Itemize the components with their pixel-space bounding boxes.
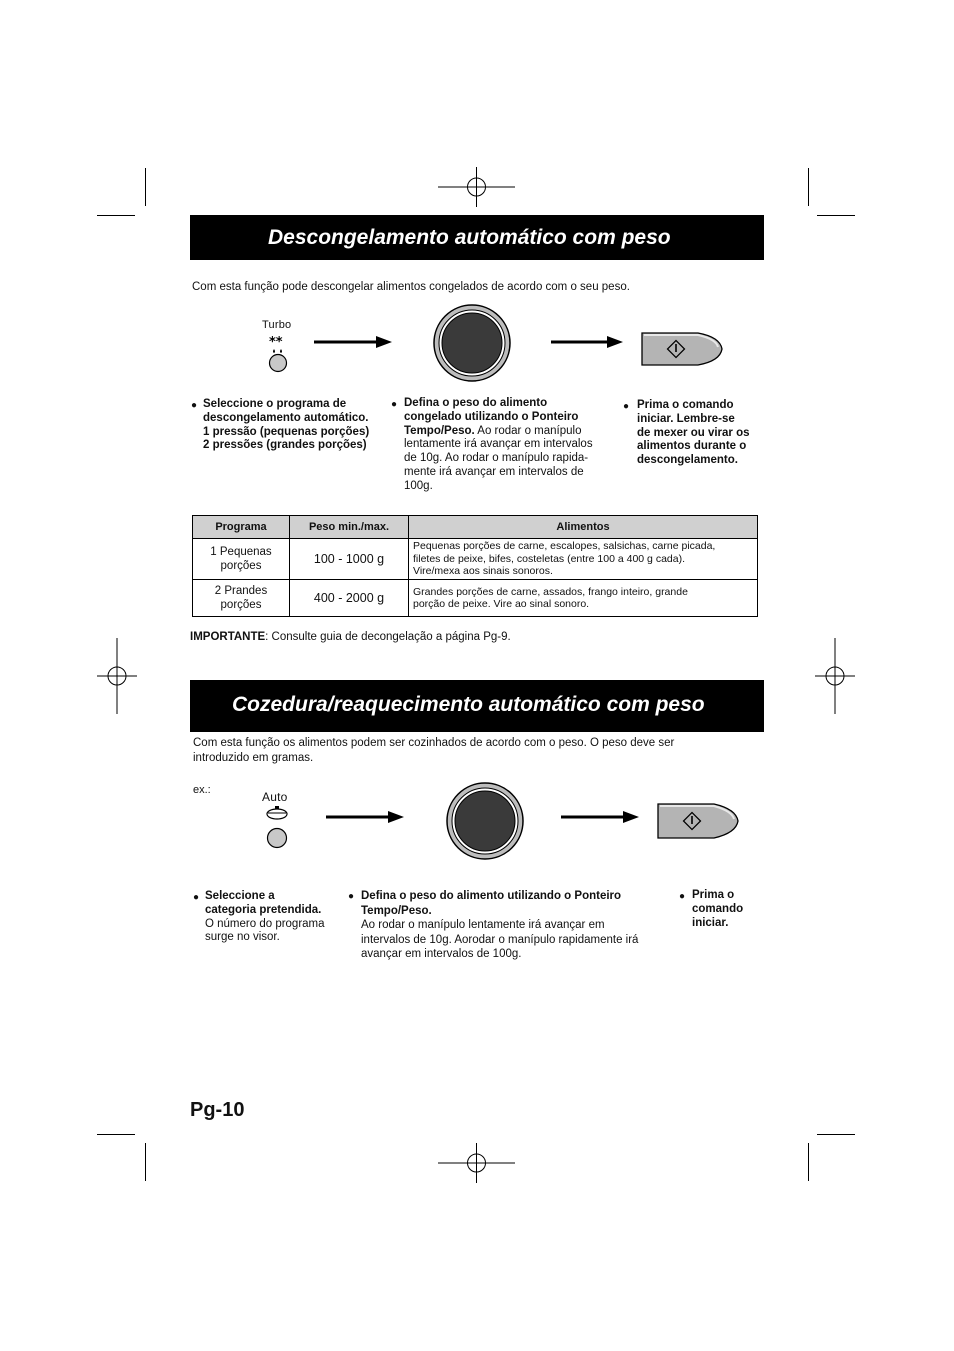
bullet: ● (679, 891, 686, 902)
section2-step2: Defina o peso do alimento utilizando o Ponteiro Tempo/Peso. Ao rodar o manípulo lentamente irá avançar em intervalos de 10g. Aorodar o manípulo rapidamente irá avançar em intervalos de 100g. (361, 890, 639, 961)
table-row (193, 580, 758, 617)
example-label: ex.: (193, 784, 211, 796)
arrow-icon (326, 809, 404, 825)
section1-step3: Prima o comando iniciar. Lembre-se de mexer ou virar os alimentos durante o descongelamento. (637, 399, 750, 467)
table-row (193, 539, 758, 580)
dish-icon (267, 806, 287, 819)
program-cell: 1 Pequenas porções (193, 539, 290, 580)
food-cell: Pequenas porções de carne, escalopes, salsichas, carne picada, filetes de peixe, bifes, costeletas (entre 100 a 400 g cada). Vire/mexa aos sinais sonoros. (409, 539, 758, 580)
crop-mark (145, 168, 146, 206)
bullet: ● (193, 892, 200, 903)
section2-step3: Prima o comando iniciar. (692, 889, 744, 929)
registration-mark-left (97, 638, 137, 714)
snowflake-icon: ** (269, 335, 283, 350)
important-note: IMPORTANTE: Consulte guia de decongelação a página Pg-9. (190, 631, 511, 643)
section1-intro: Com esta função pode descongelar alimentos congelados de acordo com o seu peso. (192, 281, 630, 293)
section2-step1: Seleccione a categoria pretendida. O número do programa surge no visor. (205, 890, 325, 944)
page-number: Pg-10 (190, 1099, 245, 1121)
section1-banner (190, 215, 764, 260)
arrow-icon (561, 809, 639, 825)
bullet: ● (191, 400, 198, 411)
weight-cell: 400 - 2000 g (290, 580, 409, 617)
section2-intro: Com esta função os alimentos podem ser cozinhados de acordo com o peso. O peso deve ser introduzido em gramas. (193, 737, 675, 764)
weight-cell: 100 - 1000 g (290, 539, 409, 580)
auto-button[interactable] (264, 805, 292, 851)
arrow-icon (314, 334, 392, 350)
section2-banner (190, 680, 764, 732)
section1-step1: Seleccione o programa de descongelamento automático. 1 pressão (pequenas porções) 2 pressões (grandes porções) (203, 398, 370, 452)
time-weight-dial[interactable] (445, 781, 525, 861)
crop-mark (817, 1134, 855, 1135)
start-button[interactable] (640, 329, 724, 369)
crop-mark (145, 1143, 146, 1181)
food-cell: Grandes porções de carne, assados, frango inteiro, grande porção de peixe. Vire ao sinal sonoro. (409, 580, 758, 617)
crop-mark (97, 215, 135, 216)
section1-title: Descongelamento automático com peso (268, 226, 671, 249)
start-button[interactable] (656, 801, 740, 841)
defrost-program-table (192, 515, 758, 617)
table-header: Peso min./max. (290, 516, 409, 539)
turbo-button[interactable] (266, 333, 292, 375)
table-header: Alimentos (409, 516, 758, 539)
bullet: ● (348, 891, 355, 902)
registration-mark-bottom (438, 1143, 515, 1183)
crop-mark (817, 215, 855, 216)
section2-title: Cozedura/reaquecimento automático com peso (232, 693, 705, 716)
crop-mark (808, 1143, 809, 1181)
registration-mark-top (438, 167, 515, 207)
program-cell: 2 Prandes porções (193, 580, 290, 617)
arrow-icon (551, 334, 623, 350)
auto-button-label: Auto (262, 790, 288, 804)
bullet: ● (623, 401, 630, 412)
turbo-button-label: Turbo (262, 319, 292, 331)
section1-step2: Defina o peso do alimento congelado utilizando o Ponteiro Tempo/Peso. Ao rodar o manípulo lentamente irá avançar em intervalos de 10g. Ao rodar o manípulo rapida- mente irá avançar em intervalos de 100g. (404, 397, 593, 492)
time-weight-dial[interactable] (432, 303, 512, 383)
bullet: ● (391, 399, 398, 410)
crop-mark (808, 168, 809, 206)
registration-mark-right (815, 638, 855, 714)
crop-mark (97, 1134, 135, 1135)
table-header: Programa (193, 516, 290, 539)
